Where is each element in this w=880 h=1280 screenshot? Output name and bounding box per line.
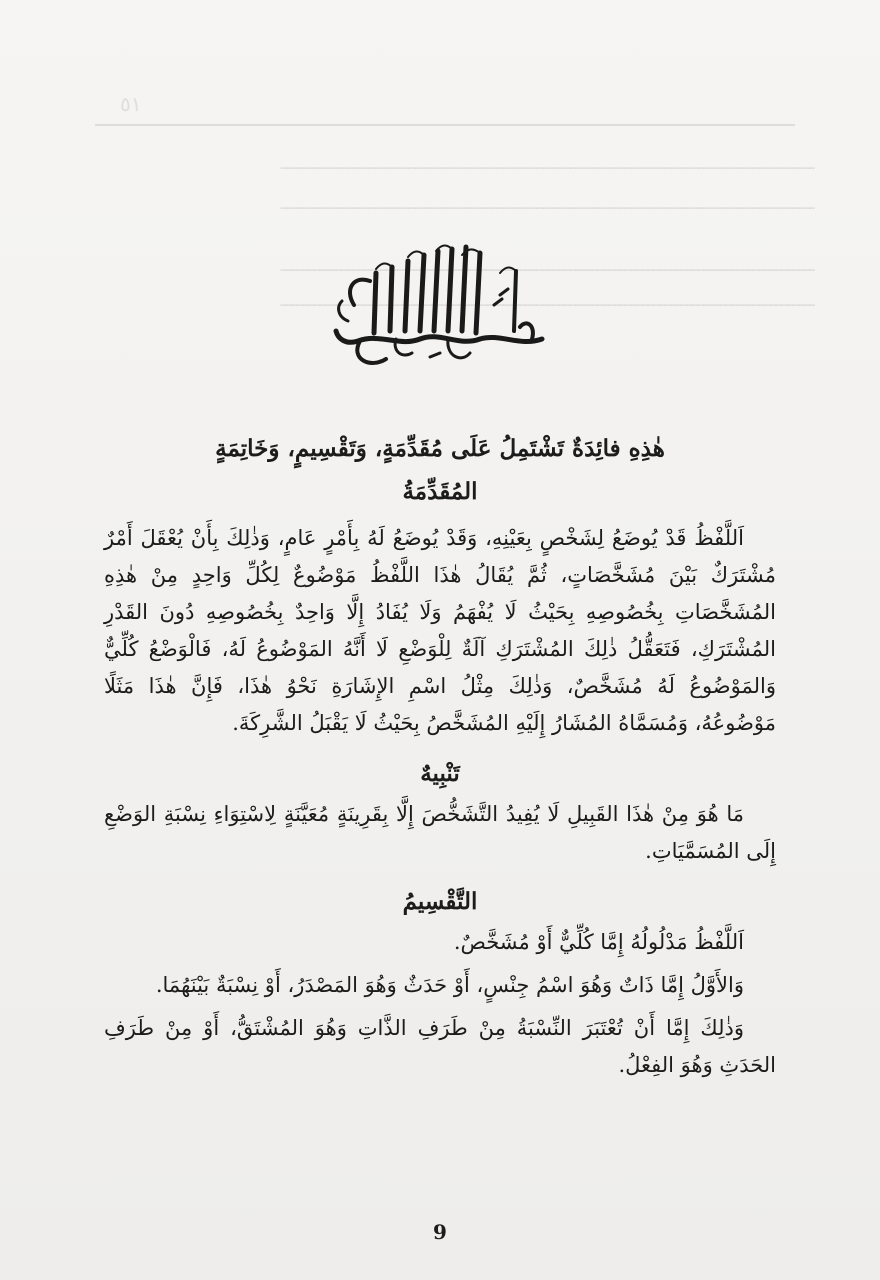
- bleed-through-header: ٥١: [120, 92, 142, 116]
- page-body: [104, 428, 776, 1084]
- bleed-through-text: ــــــــــــــــــــــــــــــــــــــــــــــــــــــــــــــــــــــــــــــــــــــــــــــــ: [280, 192, 815, 214]
- section-heading-introduction: المُقَدِّمَةُ: [402, 478, 478, 505]
- bleed-through-text: ــــــــــــــــــــــــــــــــــــــــــــــــــــــــــــــــــــــــــــــــــــــــــــــــ: [280, 289, 815, 311]
- introduction-paragraph: اَللَّفْظُ قَدْ يُوضَعُ لِشَخْصٍ بِعَيْنِهِ، وَقَدْ يُوضَعُ لَهُ بِأَمْرٍ عَامٍ، وَذٰلِكَ بِأَنْ يُعْقَلَ أَمْرٌ مُشْتَرَكٌ بَيْنَ مُشَخَّصَاتٍ، ثُمَّ يُقَالُ هٰذَا اللَّفْظُ مَوْضُوعٌ لِكُلِّ وَاحِدٍ مِنْ هٰذِهِ المُشَخَّصَاتِ بِخُصُوصِهِ بِحَيْثُ لَا يُفْهَمُ وَلَا يُفَادُ إِلَّا وَاحِدٌ بِخُصُوصِهِ دُونَ القَدْرِ المُشْتَرَكِ، فَتَعَقُّلُ ذٰلِكَ المُشْتَرَكِ آلَةٌ لِلْوَضْعِ لَا أَنَّهُ المَوْضُوعُ لَهُ، فَالْوَضْعُ كُلِّيٌّ وَالمَوْضُوعُ لَهُ مُشَخَّصٌ، وَذٰلِكَ مِثْلُ اسْمِ الإِشَارَةِ نَحْوُ هٰذَا، فَإِنَّ هٰذَا مَثَلًا مَوْضُوعُهُ، وَمُسَمَّاهُ المُشَارُ إِلَيْهِ المُشَخَّصُ بِحَيْثُ لَا يَقْبَلُ الشَّرِكَةَ.: [104, 526, 776, 735]
- basmala-calligraphy: [330, 235, 550, 380]
- section-heading-division: التَّقْسِيمُ: [402, 888, 478, 915]
- page-number: 9: [433, 1220, 447, 1244]
- section-heading-note: تَنْبِيهٌ: [420, 760, 460, 787]
- bleed-through-rule: [95, 124, 795, 126]
- bleed-through-text: ــــــــــــــــــــــــــــــــــــــــــــــــــــــــــــــــــــــــــــــــــــــــــــــــ: [280, 152, 815, 174]
- note-paragraph: مَا هُوَ مِنْ هٰذَا القَبِيلِ لَا يُفِيدُ التَّشَخُّصَ إِلَّا بِقَرِينَةٍ مُعَيَّنَةٍ لِاسْتِوَاءِ نِسْبَةِ الوَضْعِ إِلَى المُسَمَّيَاتِ.: [104, 802, 776, 863]
- division-paragraph: وَذٰلِكَ إِمَّا أَنْ تُعْتَبَرَ النِّسْبَةُ مِنْ طَرَفِ الذَّاتِ وَهُوَ المُشْتَقُّ، أَوْ مِنْ طَرَفِ الحَدَثِ وَهُوَ الفِعْلُ.: [104, 1016, 776, 1077]
- division-paragraph: وَالأَوَّلُ إِمَّا ذَاتٌ وَهُوَ اسْمُ جِنْسٍ، أَوْ حَدَثٌ وَهُوَ المَصْدَرُ، أَوْ نِسْبَةٌ بَيْنَهُمَا.: [155, 973, 744, 997]
- division-paragraph: اَللَّفْظُ مَدْلُولُهُ إِمَّا كُلِّيٌّ أَوْ مُشَخَّصٌ.: [453, 930, 744, 954]
- bleed-through-text: ــــــــــــــــــــــــــــــــــــــــــــــــــــــــــــــــــــــــــــــــــــــــــــــــ: [280, 254, 815, 276]
- fawaid-title: هٰذِهِ فائِدَةٌ تَشْتَمِلُ عَلَى مُقَدِّمَةٍ، وَتَقْسِيمٍ، وَخَاتِمَةٍ: [215, 435, 665, 462]
